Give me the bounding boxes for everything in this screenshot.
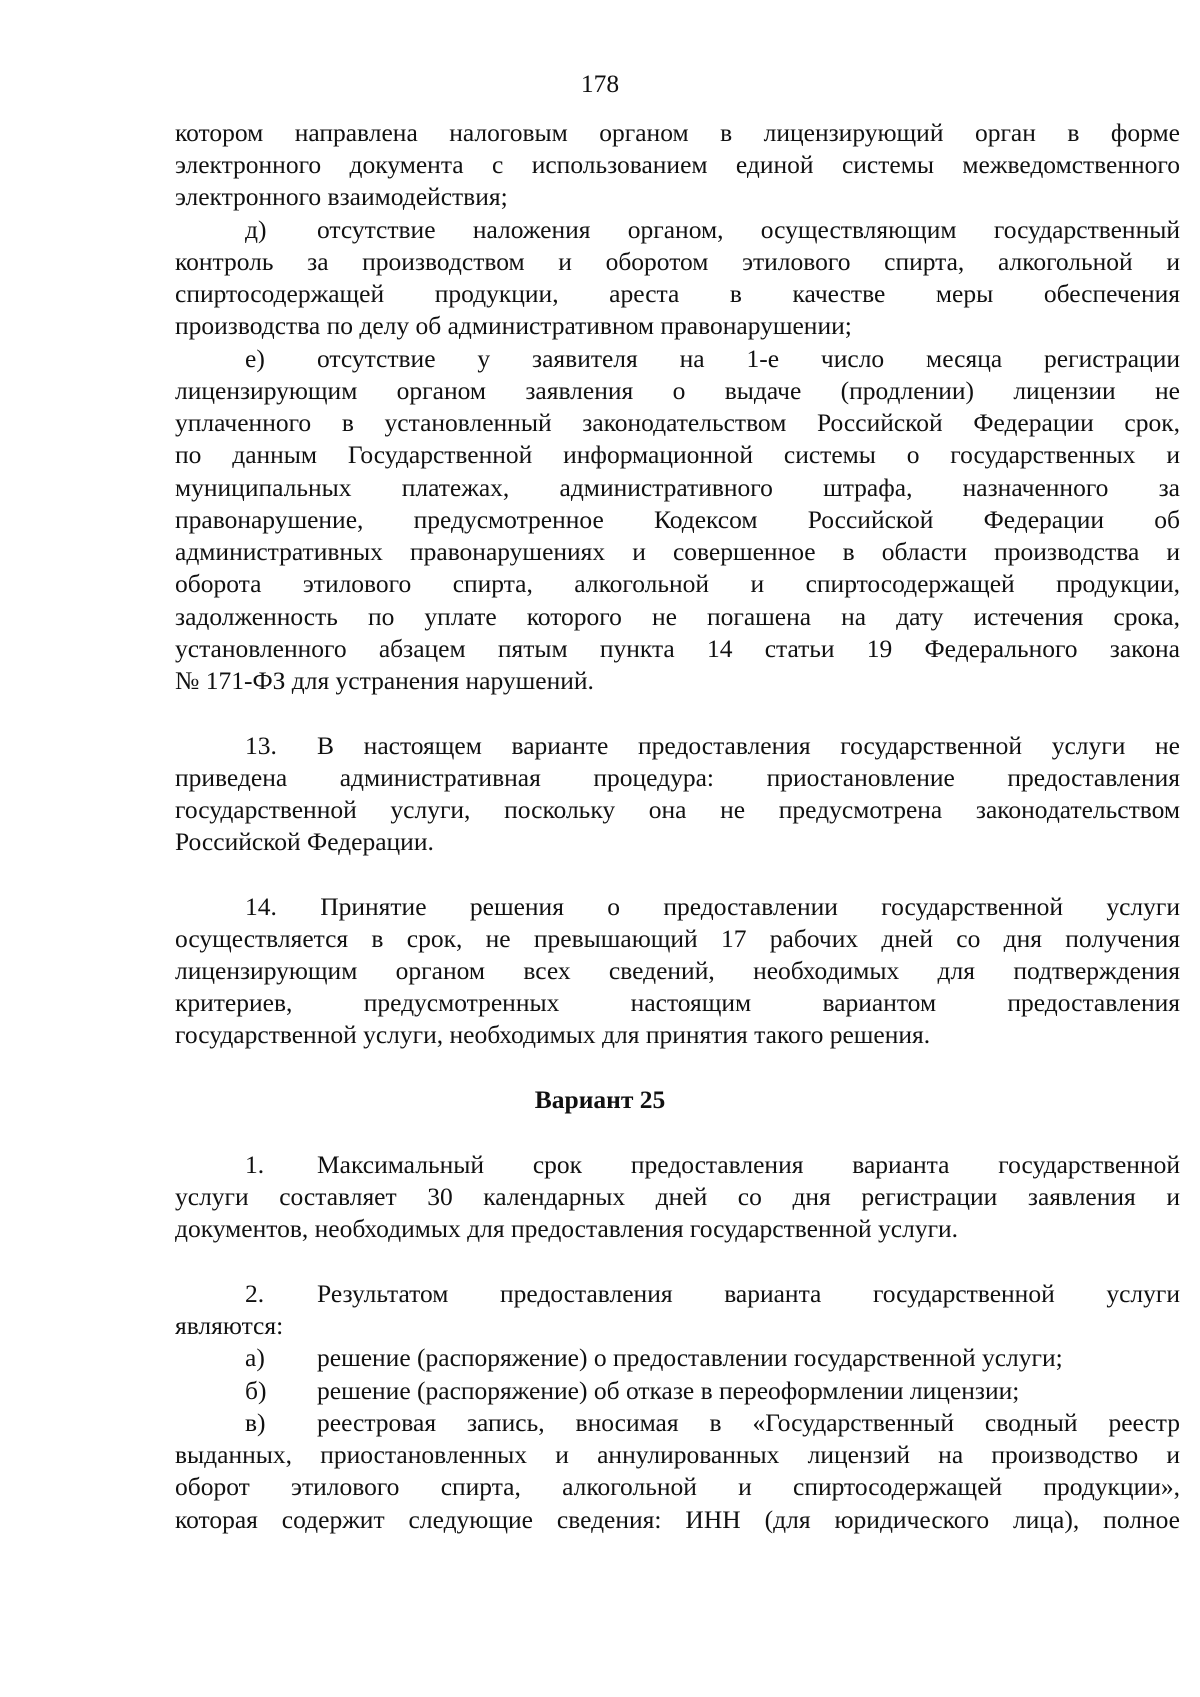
text-line: решение (распоряжение) о предоставлении государственной услуги; [317, 1343, 1063, 1372]
list-marker: б) [245, 1376, 267, 1405]
text-line: производства по делу об административном правонарушении; [175, 311, 852, 340]
text-line: лицензирующим органом заявления о выдаче (продлении) лицензии не [175, 376, 1180, 405]
list-marker: е) [245, 344, 265, 373]
list-marker: в) [245, 1408, 266, 1437]
text-line: государственной услуги, поскольку она не предусмотрена законодательством [175, 795, 1180, 824]
list-item-d [245, 214, 1180, 247]
list-item-a [245, 1342, 1180, 1375]
paragraph-14: 14. Принятие решения о предоставлении государственной услуги [245, 892, 1180, 921]
text-line: спиртосодержащей продукции, ареста в качестве меры обеспечения [175, 279, 1180, 308]
text-line: уплаченного в установленный законодательством Российской Федерации срок, [175, 408, 1180, 437]
paragraph-2 [245, 1278, 1180, 1311]
text-line: реестровая запись, вносимая в «Государственный сводный реестр [317, 1408, 1180, 1437]
text-line: отсутствие у заявителя на 1-е число месяца регистрации [317, 344, 1180, 373]
list-marker: 1. [245, 1150, 265, 1179]
text-line: критериев, предусмотренных настоящим вариантом предоставления [175, 988, 1180, 1017]
section-heading: Вариант 25 [534, 1085, 666, 1114]
paragraph-1 [245, 1149, 1180, 1182]
text-line: решение (распоряжение) об отказе в переоформлении лицензии; [317, 1376, 1020, 1405]
text-line: правонарушение, предусмотренное Кодексом Российской Федерации об [175, 505, 1180, 534]
list-item-e [245, 343, 1180, 376]
text-line: осуществляется в срок, не превышающий 17 рабочих дней со дня получения [175, 924, 1180, 953]
text-line: задолженность по уплате которого не погашена на дату истечения срока, [175, 602, 1180, 631]
text-line: Российской Федерации. [175, 827, 434, 856]
text-line: Результатом предоставления варианта государственной услуги [317, 1279, 1180, 1308]
paragraph-13 [245, 730, 1180, 763]
text-line: контроль за производством и оборотом этилового спирта, алкогольной и [175, 247, 1180, 276]
list-marker: д) [245, 215, 267, 244]
text-line: лицензирующим органом всех сведений, необходимых для подтверждения [175, 956, 1180, 985]
list-marker: 13. [245, 731, 277, 760]
text-line: приведена административная процедура: приостановление предоставления [175, 763, 1180, 792]
text-line: которая содержит следующие сведения: ИНН (для юридического лица), полное [175, 1505, 1180, 1534]
text-line: электронного взаимодействия; [175, 182, 508, 211]
text-line: Максимальный срок предоставления варианта государственной [317, 1150, 1180, 1179]
list-item-b [245, 1375, 1180, 1408]
text-line: документов, необходимых для предоставления государственной услуги. [175, 1214, 959, 1243]
text-line: по данным Государственной информационной системы о государственных и [175, 440, 1180, 469]
text-line: административных правонарушениях и совершенное в области производства и [175, 537, 1180, 566]
text-line: котором направлена налоговым органом в лицензирующий орган в форме [175, 118, 1180, 147]
list-marker: 2. [245, 1279, 265, 1308]
text-line: оборота этилового спирта, алкогольной и спиртосодержащей продукции, [175, 569, 1180, 598]
text-line: отсутствие наложения органом, осуществляющим государственный [317, 215, 1180, 244]
text-line: муниципальных платежах, административного штрафа, назначенного за [175, 473, 1180, 502]
text-line: выданных, приостановленных и аннулированных лицензий на производство и [175, 1440, 1180, 1469]
text-line: услуги составляет 30 календарных дней со дня регистрации заявления и [175, 1182, 1180, 1211]
text-line: № 171-ФЗ для устранения нарушений. [175, 666, 594, 695]
list-marker: а) [245, 1343, 265, 1372]
text-line: являются: [175, 1311, 284, 1340]
page-number: 178 [580, 69, 620, 98]
text-line: государственной услуги, необходимых для принятия такого решения. [175, 1020, 931, 1049]
text-line: оборот этилового спирта, алкогольной и спиртосодержащей продукции», [175, 1472, 1180, 1501]
text-line: установленного абзацем пятым пункта 14 статьи 19 Федерального закона [175, 634, 1180, 663]
list-item-v [245, 1407, 1180, 1440]
text-line: В настоящем варианте предоставления государственной услуги не [317, 731, 1180, 760]
text-line: электронного документа с использованием единой системы межведомственного [175, 150, 1180, 179]
